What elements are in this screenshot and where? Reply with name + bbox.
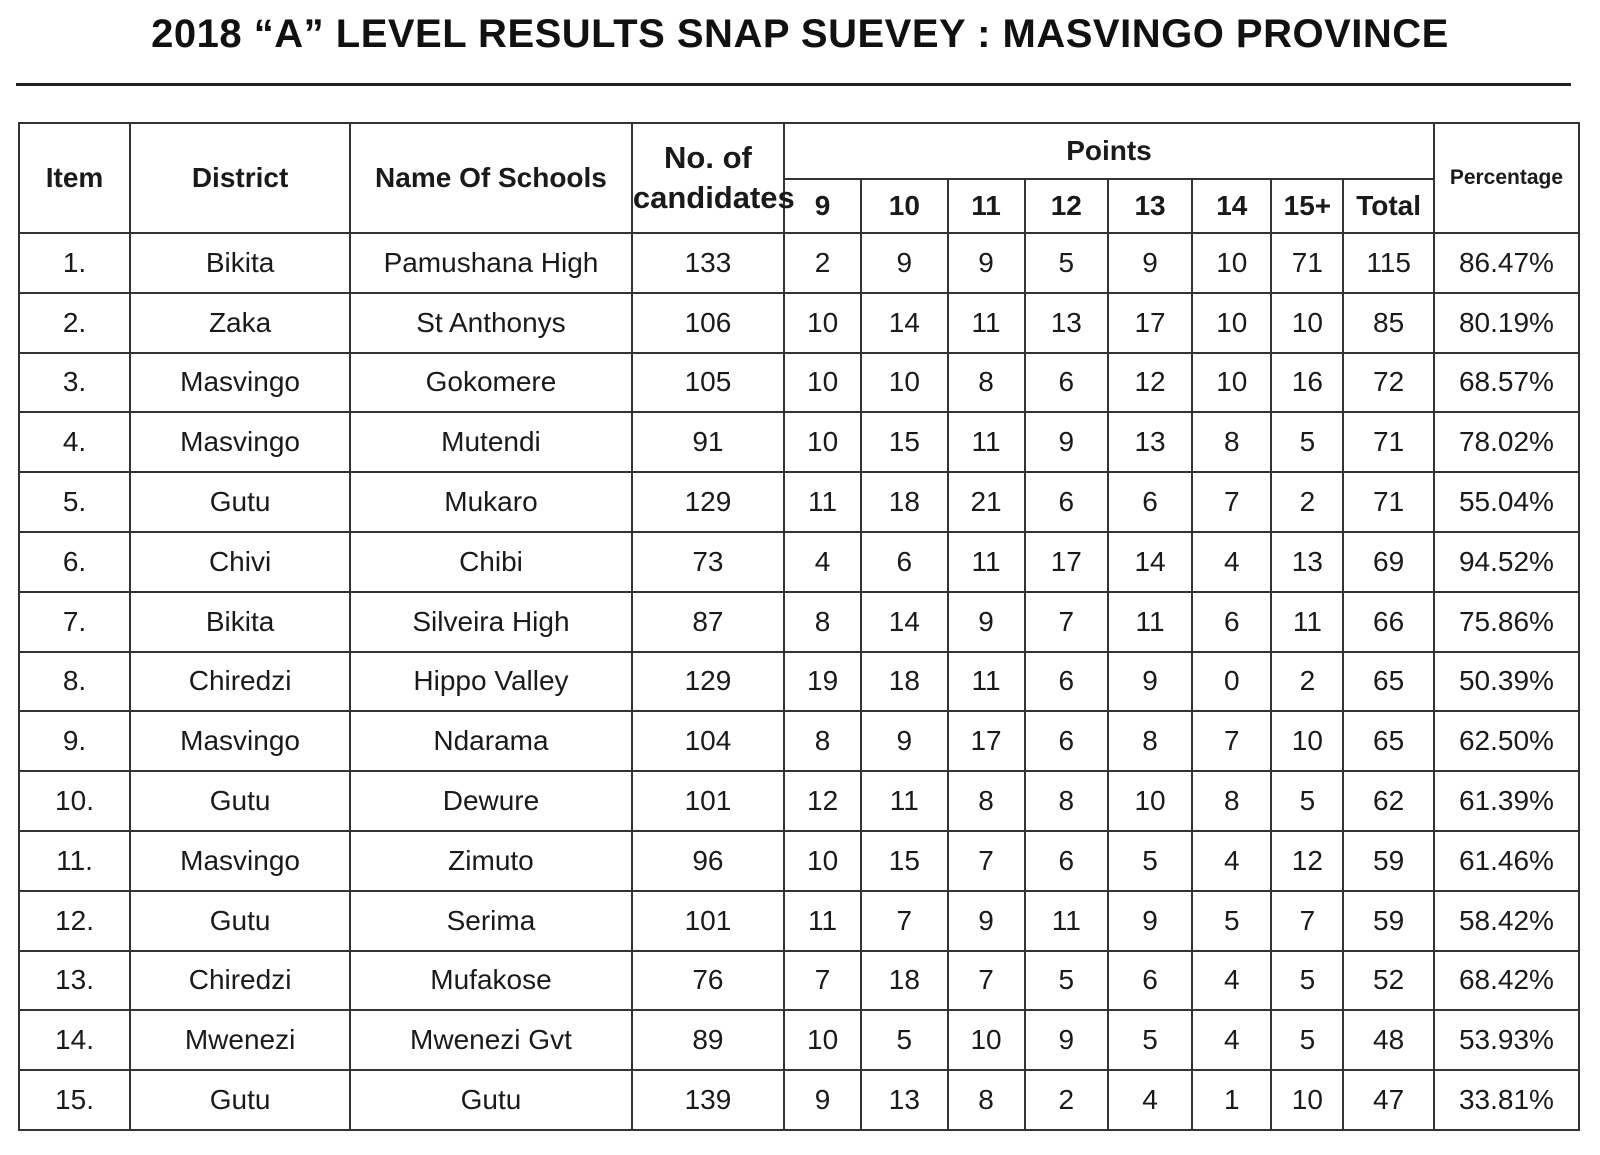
district-cell: Mwenezi [130, 1010, 350, 1070]
school-name-cell: Chibi [350, 532, 632, 592]
points-15-plus-cell: 5 [1271, 951, 1343, 1011]
candidates-cell: 129 [632, 472, 784, 532]
header-school-name: Name Of Schools [350, 123, 632, 233]
district-cell: Chivi [130, 532, 350, 592]
points-14-cell: 10 [1192, 233, 1271, 293]
table-row [19, 891, 1579, 951]
header-points-9: 9 [784, 179, 861, 233]
points-14-cell: 7 [1192, 472, 1271, 532]
points-13-cell: 5 [1108, 831, 1192, 891]
total-cell: 59 [1343, 831, 1434, 891]
points-9-cell: 10 [784, 293, 861, 353]
points-14-cell: 4 [1192, 532, 1271, 592]
points-10-cell: 11 [861, 771, 947, 831]
points-12-cell: 8 [1025, 771, 1108, 831]
percentage-cell: 86.47% [1434, 233, 1579, 293]
school-name-cell: Zimuto [350, 831, 632, 891]
candidates-cell: 73 [632, 532, 784, 592]
district-cell: Chiredzi [130, 652, 350, 712]
total-cell: 47 [1343, 1070, 1434, 1130]
points-10-cell: 18 [861, 652, 947, 712]
points-11-cell: 9 [948, 592, 1025, 652]
district-cell: Chiredzi [130, 951, 350, 1011]
points-15-plus-cell: 10 [1271, 711, 1343, 771]
header-points-11: 11 [948, 179, 1025, 233]
district-cell: Masvingo [130, 353, 350, 413]
points-9-cell: 8 [784, 711, 861, 771]
total-cell: 72 [1343, 353, 1434, 413]
percentage-cell: 33.81% [1434, 1070, 1579, 1130]
points-11-cell: 11 [948, 412, 1025, 472]
candidates-cell: 101 [632, 771, 784, 831]
points-9-cell: 11 [784, 472, 861, 532]
total-cell: 62 [1343, 771, 1434, 831]
points-15-plus-cell: 10 [1271, 293, 1343, 353]
points-10-cell: 7 [861, 891, 947, 951]
percentage-cell: 94.52% [1434, 532, 1579, 592]
candidates-cell: 106 [632, 293, 784, 353]
item-number-cell: 6. [19, 532, 130, 592]
points-10-cell: 15 [861, 412, 947, 472]
school-name-cell: Gokomere [350, 353, 632, 413]
school-name-cell: Pamushana High [350, 233, 632, 293]
school-name-cell: Serima [350, 891, 632, 951]
points-10-cell: 15 [861, 831, 947, 891]
table-row [19, 353, 1579, 413]
total-cell: 65 [1343, 711, 1434, 771]
points-14-cell: 5 [1192, 891, 1271, 951]
percentage-cell: 68.42% [1434, 951, 1579, 1011]
percentage-cell: 80.19% [1434, 293, 1579, 353]
total-cell: 115 [1343, 233, 1434, 293]
points-11-cell: 7 [948, 831, 1025, 891]
header-total: Total [1343, 179, 1434, 233]
school-name-cell: St Anthonys [350, 293, 632, 353]
total-cell: 71 [1343, 412, 1434, 472]
candidates-cell: 101 [632, 891, 784, 951]
points-14-cell: 8 [1192, 771, 1271, 831]
total-cell: 69 [1343, 532, 1434, 592]
percentage-cell: 68.57% [1434, 353, 1579, 413]
item-number-cell: 8. [19, 652, 130, 712]
table-row [19, 1070, 1579, 1130]
points-13-cell: 9 [1108, 233, 1192, 293]
candidates-cell: 96 [632, 831, 784, 891]
total-cell: 65 [1343, 652, 1434, 712]
header-district: District [130, 123, 350, 233]
school-name-cell: Gutu [350, 1070, 632, 1130]
points-15-plus-cell: 12 [1271, 831, 1343, 891]
points-9-cell: 12 [784, 771, 861, 831]
school-name-cell: Ndarama [350, 711, 632, 771]
item-number-cell: 15. [19, 1070, 130, 1130]
candidates-cell: 133 [632, 233, 784, 293]
points-9-cell: 11 [784, 891, 861, 951]
table-row [19, 532, 1579, 592]
points-9-cell: 10 [784, 831, 861, 891]
district-cell: Gutu [130, 891, 350, 951]
points-15-plus-cell: 2 [1271, 472, 1343, 532]
points-12-cell: 7 [1025, 592, 1108, 652]
points-12-cell: 9 [1025, 412, 1108, 472]
percentage-cell: 61.39% [1434, 771, 1579, 831]
points-15-plus-cell: 10 [1271, 1070, 1343, 1130]
points-15-plus-cell: 5 [1271, 412, 1343, 472]
points-13-cell: 11 [1108, 592, 1192, 652]
points-11-cell: 11 [948, 293, 1025, 353]
header-points-14: 14 [1192, 179, 1271, 233]
points-11-cell: 8 [948, 1070, 1025, 1130]
points-12-cell: 6 [1025, 711, 1108, 771]
points-10-cell: 13 [861, 1070, 947, 1130]
points-9-cell: 4 [784, 532, 861, 592]
district-cell: Bikita [130, 233, 350, 293]
district-cell: Masvingo [130, 831, 350, 891]
candidates-cell: 87 [632, 592, 784, 652]
item-number-cell: 2. [19, 293, 130, 353]
table-row [19, 951, 1579, 1011]
district-cell: Zaka [130, 293, 350, 353]
points-15-plus-cell: 5 [1271, 1010, 1343, 1070]
points-9-cell: 2 [784, 233, 861, 293]
points-13-cell: 17 [1108, 293, 1192, 353]
points-11-cell: 10 [948, 1010, 1025, 1070]
points-11-cell: 9 [948, 891, 1025, 951]
table-row [19, 472, 1579, 532]
points-15-plus-cell: 71 [1271, 233, 1343, 293]
school-name-cell: Mukaro [350, 472, 632, 532]
points-10-cell: 5 [861, 1010, 947, 1070]
district-cell: Gutu [130, 472, 350, 532]
points-12-cell: 5 [1025, 951, 1108, 1011]
results-table [18, 122, 1580, 1131]
points-11-cell: 21 [948, 472, 1025, 532]
points-15-plus-cell: 16 [1271, 353, 1343, 413]
school-name-cell: Hippo Valley [350, 652, 632, 712]
points-15-plus-cell: 2 [1271, 652, 1343, 712]
percentage-cell: 50.39% [1434, 652, 1579, 712]
item-number-cell: 14. [19, 1010, 130, 1070]
points-11-cell: 11 [948, 652, 1025, 712]
points-12-cell: 6 [1025, 652, 1108, 712]
percentage-cell: 58.42% [1434, 891, 1579, 951]
district-cell: Gutu [130, 1070, 350, 1130]
points-15-plus-cell: 13 [1271, 532, 1343, 592]
candidates-cell: 105 [632, 353, 784, 413]
item-number-cell: 3. [19, 353, 130, 413]
item-number-cell: 12. [19, 891, 130, 951]
points-14-cell: 1 [1192, 1070, 1271, 1130]
candidates-cell: 129 [632, 652, 784, 712]
item-number-cell: 5. [19, 472, 130, 532]
points-12-cell: 5 [1025, 233, 1108, 293]
school-name-cell: Silveira High [350, 592, 632, 652]
table-row [19, 233, 1579, 293]
points-9-cell: 10 [784, 412, 861, 472]
points-10-cell: 9 [861, 711, 947, 771]
district-cell: Gutu [130, 771, 350, 831]
district-cell: Bikita [130, 592, 350, 652]
points-14-cell: 10 [1192, 353, 1271, 413]
points-12-cell: 6 [1025, 831, 1108, 891]
item-number-cell: 13. [19, 951, 130, 1011]
points-12-cell: 9 [1025, 1010, 1108, 1070]
points-11-cell: 8 [948, 353, 1025, 413]
points-12-cell: 17 [1025, 532, 1108, 592]
points-10-cell: 14 [861, 592, 947, 652]
points-9-cell: 7 [784, 951, 861, 1011]
table-row [19, 711, 1579, 771]
points-14-cell: 10 [1192, 293, 1271, 353]
header-points-12: 12 [1025, 179, 1108, 233]
points-15-plus-cell: 7 [1271, 891, 1343, 951]
points-14-cell: 4 [1192, 951, 1271, 1011]
table-row [19, 293, 1579, 353]
points-13-cell: 14 [1108, 532, 1192, 592]
candidates-cell: 104 [632, 711, 784, 771]
header-item: Item [19, 123, 130, 233]
total-cell: 85 [1343, 293, 1434, 353]
item-number-cell: 10. [19, 771, 130, 831]
header-points-group: Points [784, 123, 1434, 179]
header-points-15-plus: 15+ [1271, 179, 1343, 233]
points-14-cell: 4 [1192, 1010, 1271, 1070]
table-row [19, 652, 1579, 712]
candidates-cell: 91 [632, 412, 784, 472]
percentage-cell: 78.02% [1434, 412, 1579, 472]
points-9-cell: 10 [784, 1010, 861, 1070]
school-name-cell: Mwenezi Gvt [350, 1010, 632, 1070]
points-13-cell: 8 [1108, 711, 1192, 771]
table-row [19, 771, 1579, 831]
points-12-cell: 13 [1025, 293, 1108, 353]
points-12-cell: 6 [1025, 472, 1108, 532]
points-14-cell: 8 [1192, 412, 1271, 472]
points-13-cell: 12 [1108, 353, 1192, 413]
candidates-cell: 76 [632, 951, 784, 1011]
points-12-cell: 11 [1025, 891, 1108, 951]
header-points-13: 13 [1108, 179, 1192, 233]
points-13-cell: 9 [1108, 652, 1192, 712]
points-14-cell: 0 [1192, 652, 1271, 712]
item-number-cell: 1. [19, 233, 130, 293]
points-9-cell: 8 [784, 592, 861, 652]
points-10-cell: 18 [861, 472, 947, 532]
candidates-cell: 89 [632, 1010, 784, 1070]
points-13-cell: 13 [1108, 412, 1192, 472]
header-candidates: No. of candidates [632, 123, 784, 233]
points-12-cell: 2 [1025, 1070, 1108, 1130]
district-cell: Masvingo [130, 412, 350, 472]
points-10-cell: 14 [861, 293, 947, 353]
school-name-cell: Mutendi [350, 412, 632, 472]
percentage-cell: 55.04% [1434, 472, 1579, 532]
points-13-cell: 9 [1108, 891, 1192, 951]
header-percentage: Percentage [1434, 123, 1579, 233]
points-13-cell: 6 [1108, 951, 1192, 1011]
points-13-cell: 4 [1108, 1070, 1192, 1130]
points-11-cell: 7 [948, 951, 1025, 1011]
school-name-cell: Dewure [350, 771, 632, 831]
total-cell: 48 [1343, 1010, 1434, 1070]
percentage-cell: 75.86% [1434, 592, 1579, 652]
item-number-cell: 11. [19, 831, 130, 891]
title-divider [16, 83, 1571, 86]
total-cell: 71 [1343, 472, 1434, 532]
document-title: 2018 “A” LEVEL RESULTS SNAP SUEVEY : MASVINGO PROVINCE [151, 12, 1449, 56]
points-13-cell: 6 [1108, 472, 1192, 532]
points-13-cell: 10 [1108, 771, 1192, 831]
points-12-cell: 6 [1025, 353, 1108, 413]
percentage-cell: 61.46% [1434, 831, 1579, 891]
item-number-cell: 4. [19, 412, 130, 472]
points-9-cell: 10 [784, 353, 861, 413]
district-cell: Masvingo [130, 711, 350, 771]
table-row [19, 412, 1579, 472]
points-10-cell: 6 [861, 532, 947, 592]
table-header [19, 123, 1579, 233]
candidates-cell: 139 [632, 1070, 784, 1130]
school-name-cell: Mufakose [350, 951, 632, 1011]
points-9-cell: 19 [784, 652, 861, 712]
points-15-plus-cell: 11 [1271, 592, 1343, 652]
table-row [19, 831, 1579, 891]
total-cell: 59 [1343, 891, 1434, 951]
points-10-cell: 18 [861, 951, 947, 1011]
percentage-cell: 62.50% [1434, 711, 1579, 771]
points-11-cell: 17 [948, 711, 1025, 771]
percentage-cell: 53.93% [1434, 1010, 1579, 1070]
item-number-cell: 7. [19, 592, 130, 652]
total-cell: 52 [1343, 951, 1434, 1011]
points-14-cell: 4 [1192, 831, 1271, 891]
points-11-cell: 11 [948, 532, 1025, 592]
points-11-cell: 8 [948, 771, 1025, 831]
table-row [19, 592, 1579, 652]
table-row [19, 1010, 1579, 1070]
points-14-cell: 7 [1192, 711, 1271, 771]
table-body [19, 233, 1579, 1130]
points-9-cell: 9 [784, 1070, 861, 1130]
points-11-cell: 9 [948, 233, 1025, 293]
points-15-plus-cell: 5 [1271, 771, 1343, 831]
total-cell: 66 [1343, 592, 1434, 652]
item-number-cell: 9. [19, 711, 130, 771]
points-14-cell: 6 [1192, 592, 1271, 652]
points-10-cell: 10 [861, 353, 947, 413]
header-points-10: 10 [861, 179, 947, 233]
points-13-cell: 5 [1108, 1010, 1192, 1070]
points-10-cell: 9 [861, 233, 947, 293]
